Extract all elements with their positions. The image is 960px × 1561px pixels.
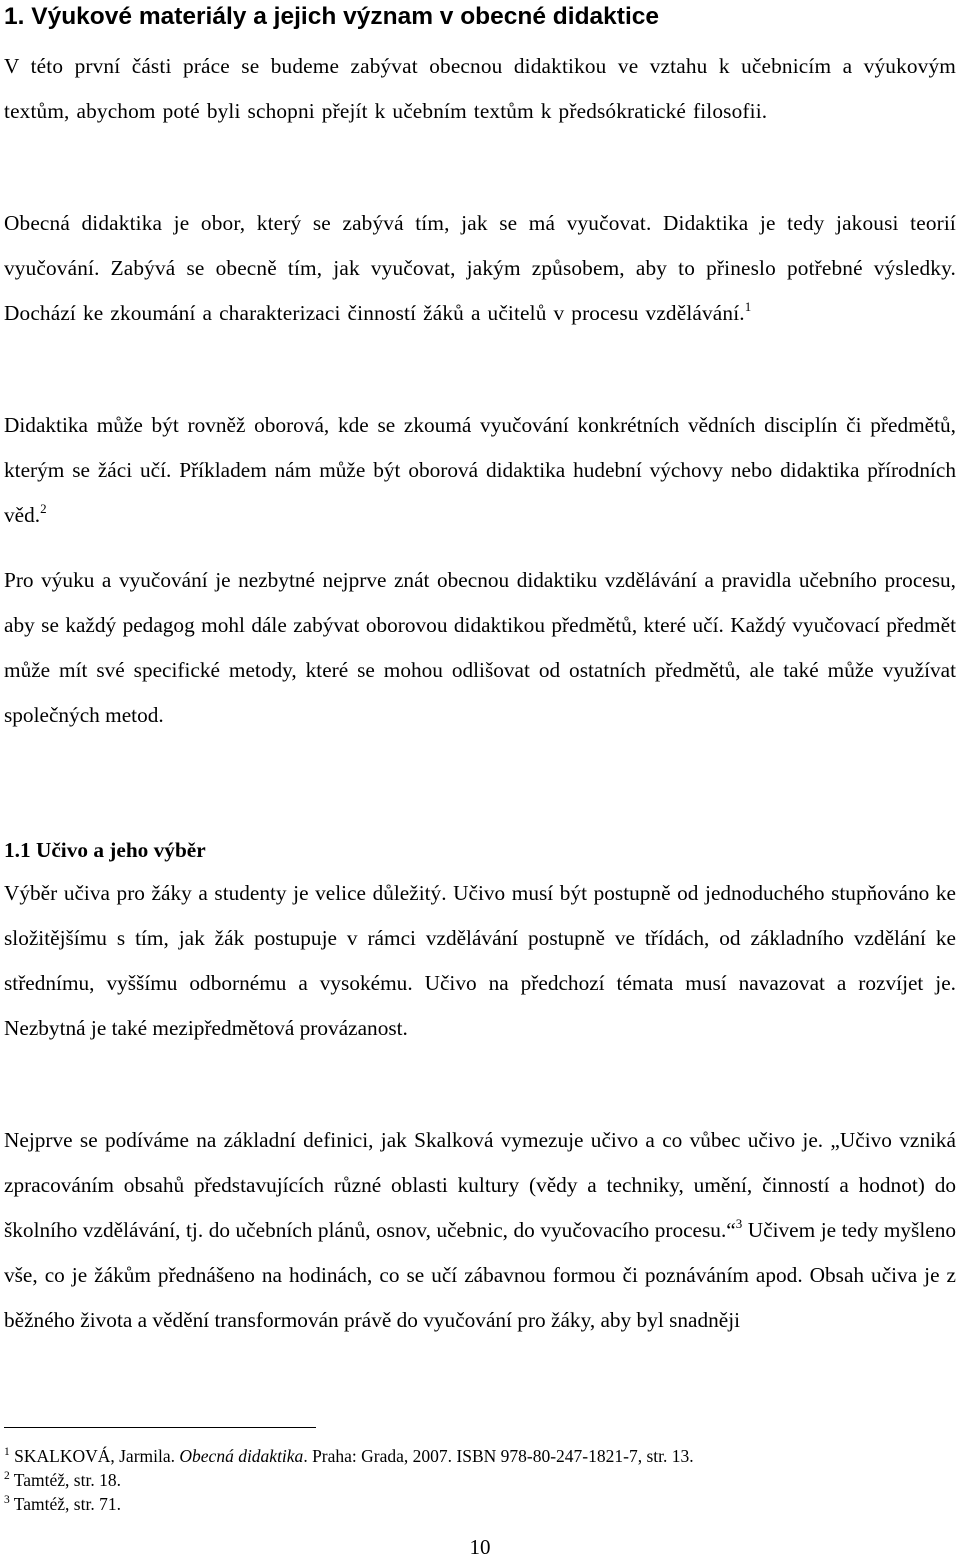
footnote-book-title: Obecná didaktika <box>179 1446 304 1466</box>
footnote-text: Tamtéž, str. 71. <box>9 1494 121 1514</box>
footnote-1 <box>4 1444 954 1468</box>
footnote-text-continued: . Praha: Grada, 2007. ISBN 978-80-247-1821-7, str. 13. <box>303 1446 694 1466</box>
footnote-ref-3[interactable]: 3 <box>735 1216 743 1231</box>
paragraph-intro: V této první části práce se budeme zabývat obecnou didaktikou ve vztahu k učebnicím a výukovým textům, abychom poté byli schopni přejít k učebním textům k předsókratické filosofii. <box>4 54 956 123</box>
paragraph-field-didactics <box>4 403 956 538</box>
footnote-ref-2[interactable]: 2 <box>40 501 47 516</box>
footnote-number: 2 <box>4 1470 10 1482</box>
chapter-heading: 1. Výukové materiály a jejich význam v obecné didaktice <box>4 3 660 30</box>
paragraph-text: Nejprve se podíváme na základní definici, jak Skalková vymezuje učivo a co vůbec učivo je. „Učivo vzniká zpracováním obsahů představujících různé oblasti kultury (vědy a techniky, umění, činností a hodnot) do školního vzdělávání, tj. do učebních plánů, osnov, učebnic, do vyučovacího procesu.“ <box>4 1128 956 1242</box>
footnote-separator <box>4 1427 316 1428</box>
footnote-number: 3 <box>4 1494 10 1506</box>
paragraph-general-didactics <box>4 201 956 336</box>
footnote-text: SKALKOVÁ, Jarmila. <box>9 1446 180 1466</box>
footnote-ref-1[interactable]: 1 <box>744 299 752 314</box>
paragraph-text: Didaktika může být rovněž oborová, kde se zkoumá vyučování konkrétních vědních disciplín či předmětů, kterým se žáci učí. Příkladem nám může být oborová didaktika hudební výchovy nebo didaktika přírodních věd. <box>4 413 956 527</box>
paragraph-curriculum-selection: Výběr učiva pro žáky a studenty je velice důležitý. Učivo musí být postupně od jednoduchého stupňováno ke složitějšímu s tím, jak žák postupuje v rámci vzdělávání postupně ve třídách, od základního vzdělání ke střednímu, vyššímu odbornému a vysokému. Učivo na předchozí témata musí navazovat a rozvíjet je. Nezbytná je také mezipředmětová provázanost. <box>4 881 956 1040</box>
paragraph-text-continued: Učivem je tedy myšleno vše, co je žákům přednášeno na hodinách, co se učí zábavnou formou či poznáváním apod. Obsah učiva je z běžného života a vědění transformován právě do vyučování pro žáky, aby byl snadněji <box>4 1218 956 1332</box>
footnotes <box>4 1444 954 1516</box>
footnote-2 <box>4 1468 954 1492</box>
footnote-text: Tamtéž, str. 18. <box>9 1470 121 1490</box>
section-heading: 1.1 Učivo a jeho výběr <box>4 838 206 862</box>
page-number: 10 <box>469 1535 491 1559</box>
paragraph-text: Obecná didaktika je obor, který se zabývá tím, jak se má vyučovat. Didaktika je tedy jakousi teorií vyučování. Zabývá se obecně tím, jak vyučovat, jakým způsobem, aby to přineslo potřebné výsledky. Dochází ke zkoumání a charakterizaci činností žáků a učitelů v procesu vzdělávání. <box>4 211 956 325</box>
footnote-number: 1 <box>4 1446 10 1458</box>
paragraph-teaching: Pro výuku a vyučování je nezbytné nejprve znát obecnou didaktiku vzdělávání a pravidla učebního procesu, aby se každý pedagog mohl dále zabývat oborovou didaktikou předmětů, které učí. Každý vyučovací předmět může mít své specifické metody, které se mohou odlišovat od ostatních předmětů, ale také může využívat společných metod. <box>4 568 956 727</box>
paragraph-curriculum-definition <box>4 1118 956 1343</box>
footnote-3 <box>4 1492 954 1516</box>
